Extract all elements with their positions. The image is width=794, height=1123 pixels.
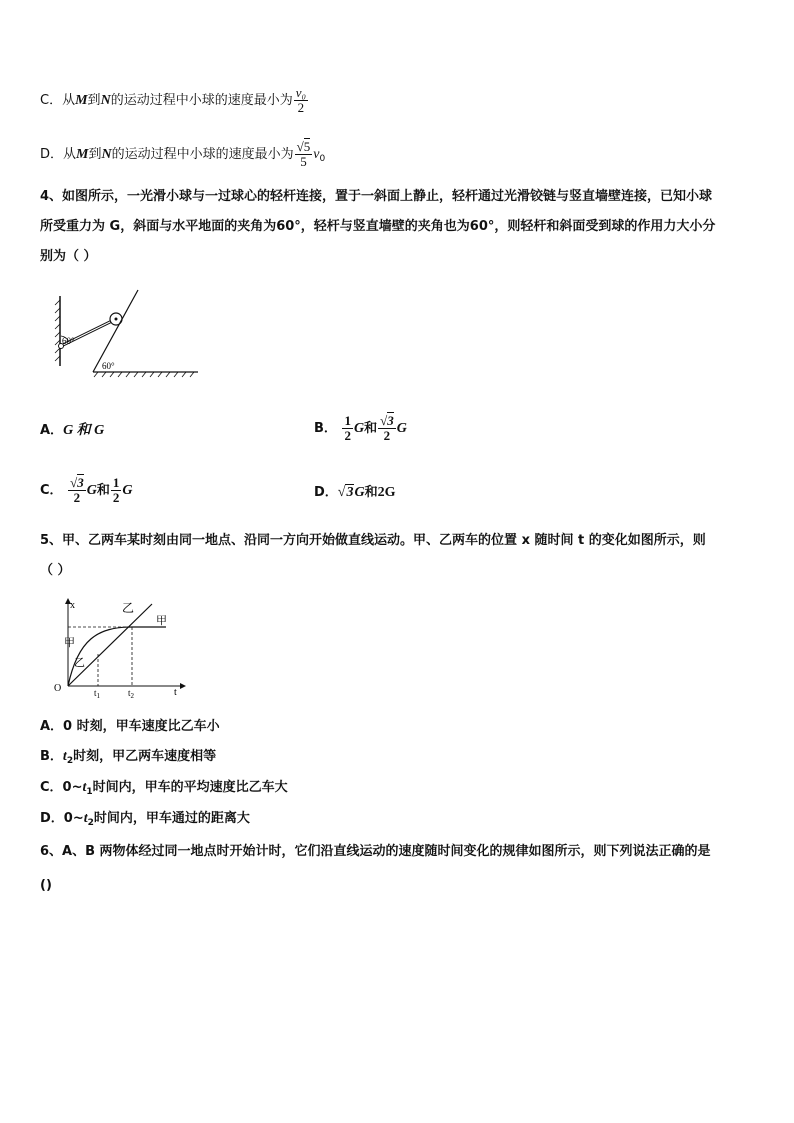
rod-angle-label: 60°	[62, 336, 75, 346]
q4-stem-line2: 所受重力为 G，斜面与水平地面的夹角为60°，轻杆与竖直墙壁的夹角也为60°，则轻杆和斜面受到球的作用力大小分	[40, 219, 716, 234]
q5-figure	[48, 594, 198, 702]
q4-figure	[48, 284, 208, 380]
q5-stem-line2: （ ）	[40, 563, 71, 578]
label-jia-right: 甲	[156, 615, 167, 627]
label-jia-left: 甲	[64, 637, 75, 649]
q5-option-a: A．0 时刻，甲车速度比乙车小	[40, 719, 220, 734]
q5-option-d: D．$0\sim t_2$时间内，甲车通过的距离大	[40, 811, 250, 828]
q4-option-c: C． $\frac{√3}{2}$ G和 $\frac{1}{2}$ G	[40, 475, 133, 505]
fraction: $\frac{\text{v₀}}{2}$	[295, 85, 306, 115]
q5-stem-line1: 5、甲、乙两车某时刻由同一地点、沿同一方向开始做直线运动。甲、乙两车的位置 x 随时间 t 的变化如图所示，则	[40, 533, 706, 548]
q3-option-d: D．从M到N的运动过程中小球的速度最小为 $\frac{√5}{5}$ $v_0$	[40, 139, 326, 169]
q6-stem-line2: ()	[40, 878, 52, 893]
slope-angle-label: 60°	[102, 361, 115, 371]
origin-label: O	[54, 683, 62, 694]
t2-label: $t_2$	[128, 688, 135, 700]
label-yi-top: 乙	[122, 601, 135, 615]
series-jia-line	[68, 604, 152, 686]
q5-option-b: B．$t_2$时刻，甲乙两车速度相等	[40, 749, 217, 766]
q4-option-d: D．√3G和2G	[314, 485, 396, 500]
q6-stem-line1: 6、A、B 两物体经过同一地点时开始计时，它们沿直线运动的速度随时间变化的规律如图所示，则下列说法正确的是	[40, 844, 711, 859]
t1-label: $t_1$	[94, 688, 101, 700]
label-yi-inner: 乙	[74, 657, 85, 669]
q4-option-a: A．G 和 G	[40, 423, 105, 438]
q5-option-c: C．$0\sim t_1$时间内，甲车的平均速度比乙车大	[40, 780, 288, 797]
q4-stem-line3: 别为（ ）	[40, 249, 97, 264]
ground-hatching	[94, 372, 194, 377]
y-axis-label: x	[70, 600, 75, 611]
q4-stem-line1: 4、如图所示，一光滑小球与一过球心的轻杆连接，置于一斜面上静止，轻杆通过光滑铰链与竖直墙壁连接，已知小球	[40, 189, 713, 204]
slope	[93, 290, 138, 372]
fraction: $\frac{√5}{5}$	[296, 139, 311, 169]
q3-option-c: C．从M到N的运动过程中小球的速度最小为 $\frac{\text{v₀}}{2}$	[40, 85, 306, 115]
x-axis-label: t	[174, 687, 177, 698]
q4-option-b: B． $\frac{1}{2}$ G和 $\frac{√3}{2}$ G	[314, 413, 407, 443]
